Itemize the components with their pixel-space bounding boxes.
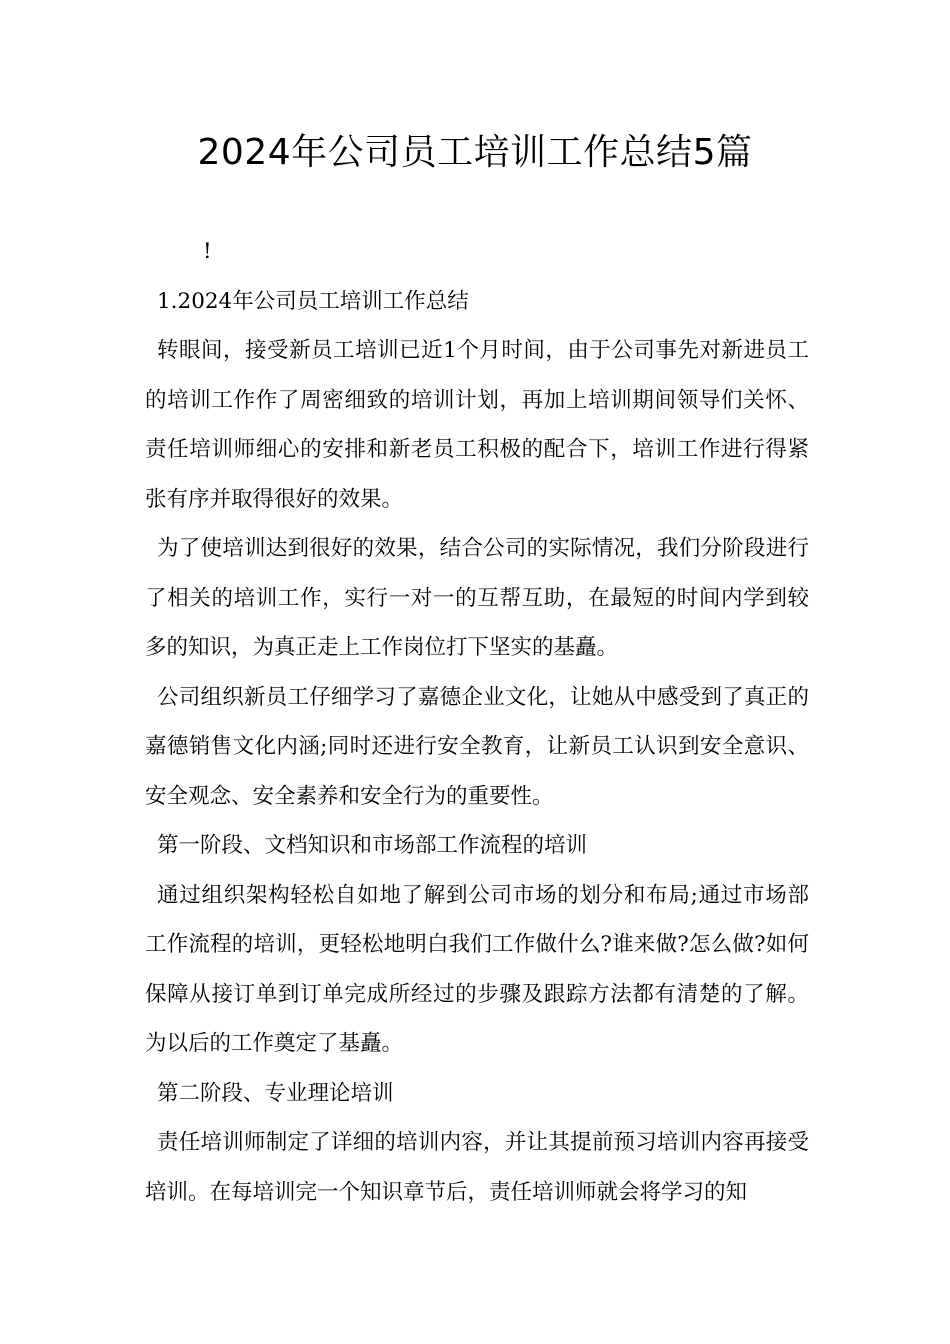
paragraph: 责任培训师制定了详细的培训内容，并让其提前预习培训内容再接受培训。在每培训完一个知识章节后，责任培训师就会将学习的知 — [145, 1130, 809, 1205]
paragraph: 通过组织架构轻松自如地了解到公司市场的划分和布局;通过市场部工作流程的培训，更轻松地明白我们工作做什么?谁来做?怎么做?如何保障从接订单到订单完成所经过的步骤及跟踪方法都有清楚的了解。为以后的工作奠定了基矗。 — [145, 882, 809, 1056]
stage-heading: 第一阶段、文档知识和市场部工作流程的培训 — [157, 833, 588, 858]
section-heading: 1.2024年公司员工培训工作总结 — [157, 288, 469, 314]
paragraph: 转眼间，接受新员工培训已近1个月时间，由于公司事先对新进员工的培训工作作了周密细致的培训计划，再加上培训期间领导们关怀、责任培训师细心的安排和新老员工积极的配合下，培训工作进行得紧张有序并取得很好的效果。 — [145, 338, 809, 512]
paragraph-mark: ! — [203, 239, 212, 264]
document-body — [145, 227, 809, 1217]
document-title: 2024年公司员工培训工作总结5篇 — [197, 132, 753, 173]
paragraph: 公司组织新员工仔细学习了嘉德企业文化，让她从中感受到了真正的嘉德销售文化内涵;同时还进行安全教育，让新员工认识到安全意识、安全观念、安全素养和安全行为的重要性。 — [145, 684, 809, 809]
paragraph: 为了使培训达到很好的效果，结合公司的实际情况，我们分阶段进行了相关的培训工作，实行一对一的互帮互助，在最短的时间内学到较多的知识，为真正走上工作岗位打下坚实的基矗。 — [145, 536, 809, 660]
stage-heading: 第二阶段、专业理论培训 — [157, 1080, 394, 1106]
